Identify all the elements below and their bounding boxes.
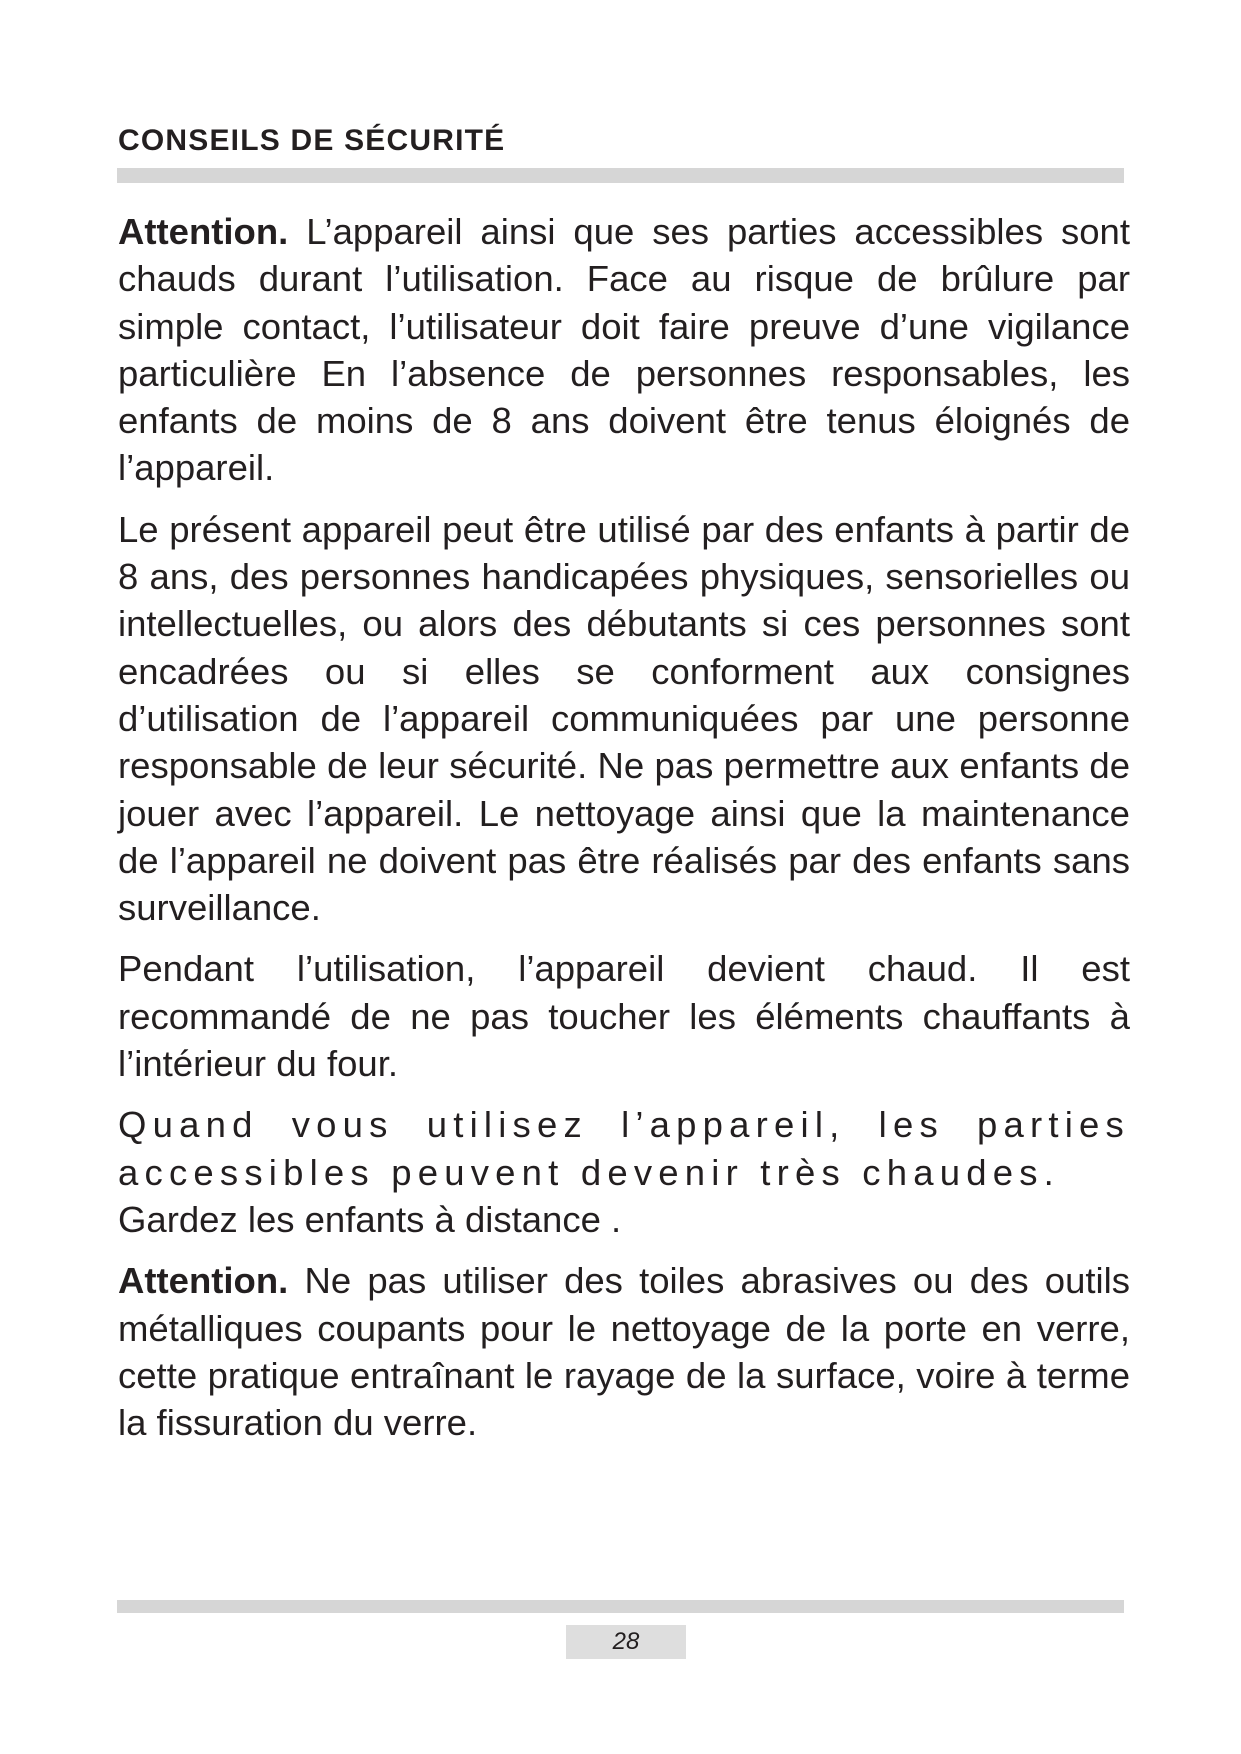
attention-label: Attention.	[118, 1260, 289, 1302]
paragraph-attention-glass-door	[118, 1257, 1130, 1446]
paragraph-attention-hot-surfaces	[118, 208, 1130, 492]
footer-divider	[117, 1600, 1124, 1613]
paragraph-heating-elements: Pendant l’utilisation, l’appareil devient chaud. Il est recommandé de ne pas toucher les éléments chauffants à l’intérieur du four.	[118, 948, 1130, 1085]
page-number: 28	[566, 1625, 686, 1659]
page-title: CONSEILS DE SÉCURITÉ	[118, 124, 506, 157]
paragraph-text: L’appareil ainsi que ses parties accessibles sont chauds durant l’utilisation. Face au risque de brûlure par simple contact, l’utilisateur doit faire preuve d’une vigilance particulière En l’absence de personnes responsables, les enfants de moins de 8 ans doivent être tenus éloignés de l’appareil.	[118, 211, 1130, 489]
attention-label: Attention.	[118, 211, 289, 252]
paragraph-text-keep-children-away: Gardez les enfants à distance .	[118, 1198, 622, 1240]
safety-advice-body	[118, 208, 1130, 1460]
paragraph-accessible-parts	[118, 1101, 1130, 1243]
paragraph-text: Ne pas utiliser des toiles abrasives ou des outils métalliques coupants pour le nettoyage de la porte en verre, cette pratique entraînant le rayage de la surface, voire à terme la fissuration du verre.	[118, 1260, 1130, 1444]
paragraph-children-usage: Le présent appareil peut être utilisé par des enfants à partir de 8 ans, des personnes handicapées physiques, sensorielles ou intellectuelles, ou alors des débutants si ces personnes sont encadrées ou si elles se conforment aux consignes d’utilisation de l’appareil communiquées par une personne responsable de leur sécurité. Ne pas permettre aux enfants de jouer avec l’appareil. Le nettoyage ainsi que la maintenance de l’appareil ne doivent pas être réalisés par des enfants sans surveillance.	[118, 508, 1130, 929]
header-divider	[117, 168, 1124, 183]
paragraph-text-spaced: Quand vous utilisez l’appareil, les parties accessibles peuvent devenir très chaudes.	[118, 1104, 1130, 1193]
